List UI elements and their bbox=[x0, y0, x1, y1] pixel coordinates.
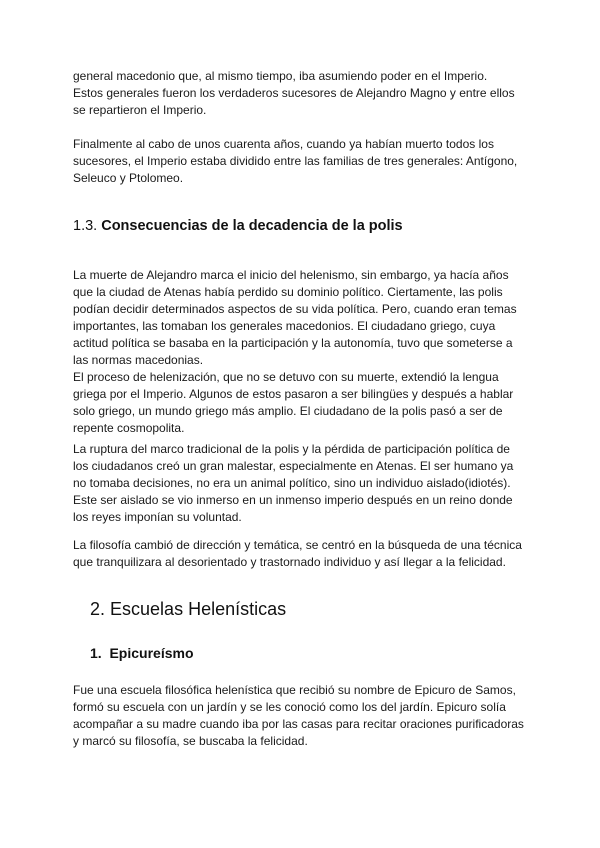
heading-epicureismo bbox=[90, 645, 194, 661]
heading-number: 2. bbox=[90, 599, 106, 619]
paragraph-ruptura-polis: La ruptura del marco tradicional de la polis y la pérdida de participación política de los ciudadanos creó un gran malestar, especialmente en Atenas. El ser humano ya no tomaba decisiones, no era un animal político, sino un individuo aislado(idiotés). Este ser aislado se vio inmerso en un inmenso imperio después en un reino donde los reyes imponían su voluntad. bbox=[73, 442, 514, 524]
paragraph-filosofia-cambio: La filosofía cambió de dirección y temática, se centró en la búsqueda de una técnica que tranquilizara al desorientado y trastornado individuo y así llegar a la felicidad. bbox=[73, 538, 522, 569]
heading-number: 1. bbox=[90, 645, 102, 661]
heading-title: Consecuencias de la decadencia de la polis bbox=[101, 218, 403, 234]
paragraph-imperio-generales: general macedonio que, al mismo tiempo, iba asumiendo poder en el Imperio. Estos generales fueron los verdaderos sucesores de Alejandro Magno y entre ellos se repartieron el Imperio. bbox=[73, 69, 515, 117]
heading-title: Escuelas Helenísticas bbox=[110, 599, 287, 619]
heading-title: Epicureísmo bbox=[109, 645, 194, 661]
heading-consecuencias-decadencia bbox=[73, 218, 403, 234]
heading-number: 1.3. bbox=[73, 218, 98, 234]
heading-escuelas-helenisticas bbox=[90, 599, 286, 620]
paragraph-muerte-alejandro: La muerte de Alejandro marca el inicio del helenismo, sin embargo, ya hacía años que la ciudad de Atenas había perdido su dominio político. Ciertamente, las polis podían decidir determinados aspectos de su vida política. Pero, cuando eran temas importantes, las tomaban los generales macedonios. El ciudadano griego, cuya actitud política se basaba en la participación y la autonomía, tuvo que someterse a las normas macedonias. El proceso de helenización, que no se detuvo con su muerte, extendió la lengua griega por el Imperio. Algunos de estos pasaron a ser bilingües y después a hablar solo griego, un mundo griego más amplio. El ciudadano de la polis pasó a ser de repente cosmopolita. bbox=[73, 268, 517, 435]
paragraph-tres-generales: Finalmente al cabo de unos cuarenta años, cuando ya habían muerto todos los sucesores, el Imperio estaba dividido entre las familias de tres generales: Antígono, Seleuco y Ptolomeo. bbox=[73, 137, 518, 185]
paragraph-epicuro-samos: Fue una escuela filosófica helenística que recibió su nombre de Epicuro de Samos, formó su escuela con un jardín y se les conoció como los del jardín. Epicuro solía acompañar a su madre cuando iba por las casas para recitar oraciones purificadoras y marcó su filosofía, se buscaba la felicidad. bbox=[73, 683, 524, 748]
